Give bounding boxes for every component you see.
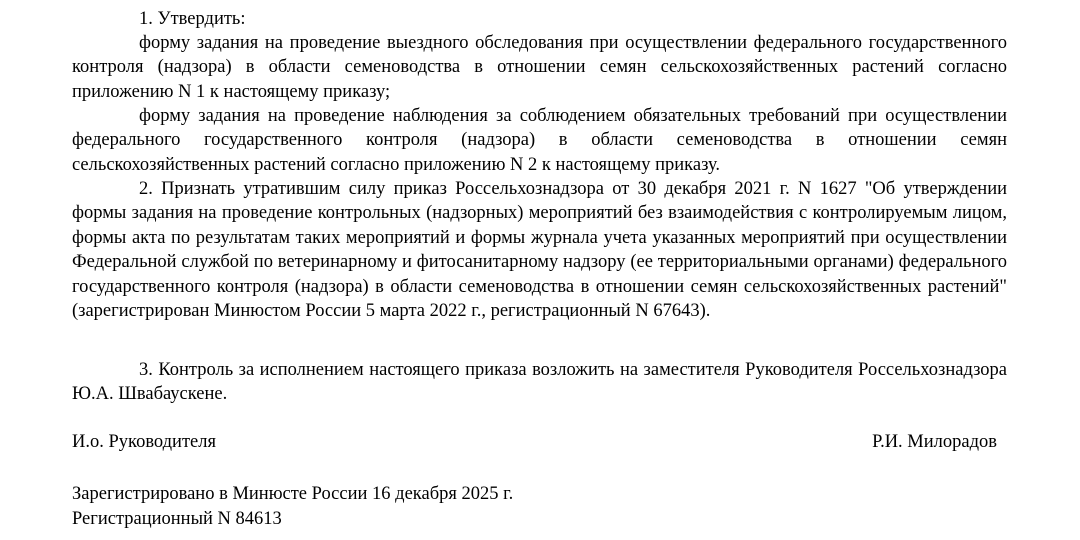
item-1-title: 1. Утвердить: — [139, 9, 246, 29]
registration-block — [72, 482, 513, 531]
registration-date: Зарегистрировано в Минюсте России 16 декабря 2025 г. — [72, 484, 514, 504]
item-3-paragraph: 3. Контроль за исполнением настоящего приказа возложить на заместителя Руководителя Россельхознадзора Ю.А. Швабаускене. — [72, 360, 1007, 405]
item-1-form-b: форму задания на проведение наблюдения за соблюдением обязательных требований при осуществлении федерального государственного контроля (надзора) в области семеноводства в отношении семян сельскохозяйственных растений согласно приложению N 2 к настоящему приказу. — [72, 106, 1007, 175]
signatory-position: И.о. Руководителя — [72, 432, 216, 452]
registration-number: Регистрационный N 84613 — [72, 508, 282, 529]
signatory-name: Р.И. Милорадов — [872, 432, 997, 452]
item-2-paragraph: 2. Признать утратившим силу приказ Россельхознадзора от 30 декабря 2021 г. N 1627 "Об утверждении формы задания на проведение контрольных (надзорных) мероприятий без взаимодействия с контролируемым лицом, формы акта по результатам таких мероприятий и формы журнала учета указанных мероприятий при осуществлении Федеральной службой по ветеринарному и фитосанитарному надзору (ее территориальными органами) федерального государственного контроля (надзора) в области семеноводства в отношении семян сельскохозяйственных растений" (зарегистрирован Минюстом России 5 марта 2022 г., регистрационный N 67643). — [72, 179, 1007, 322]
item-1-form-a: форму задания на проведение выездного обследования при осуществлении федерального государственного контроля (надзора) в области семеноводства в отношении семян сельскохозяйственных растений согласно приложению N 1 к настоящему приказу; — [72, 33, 1007, 102]
